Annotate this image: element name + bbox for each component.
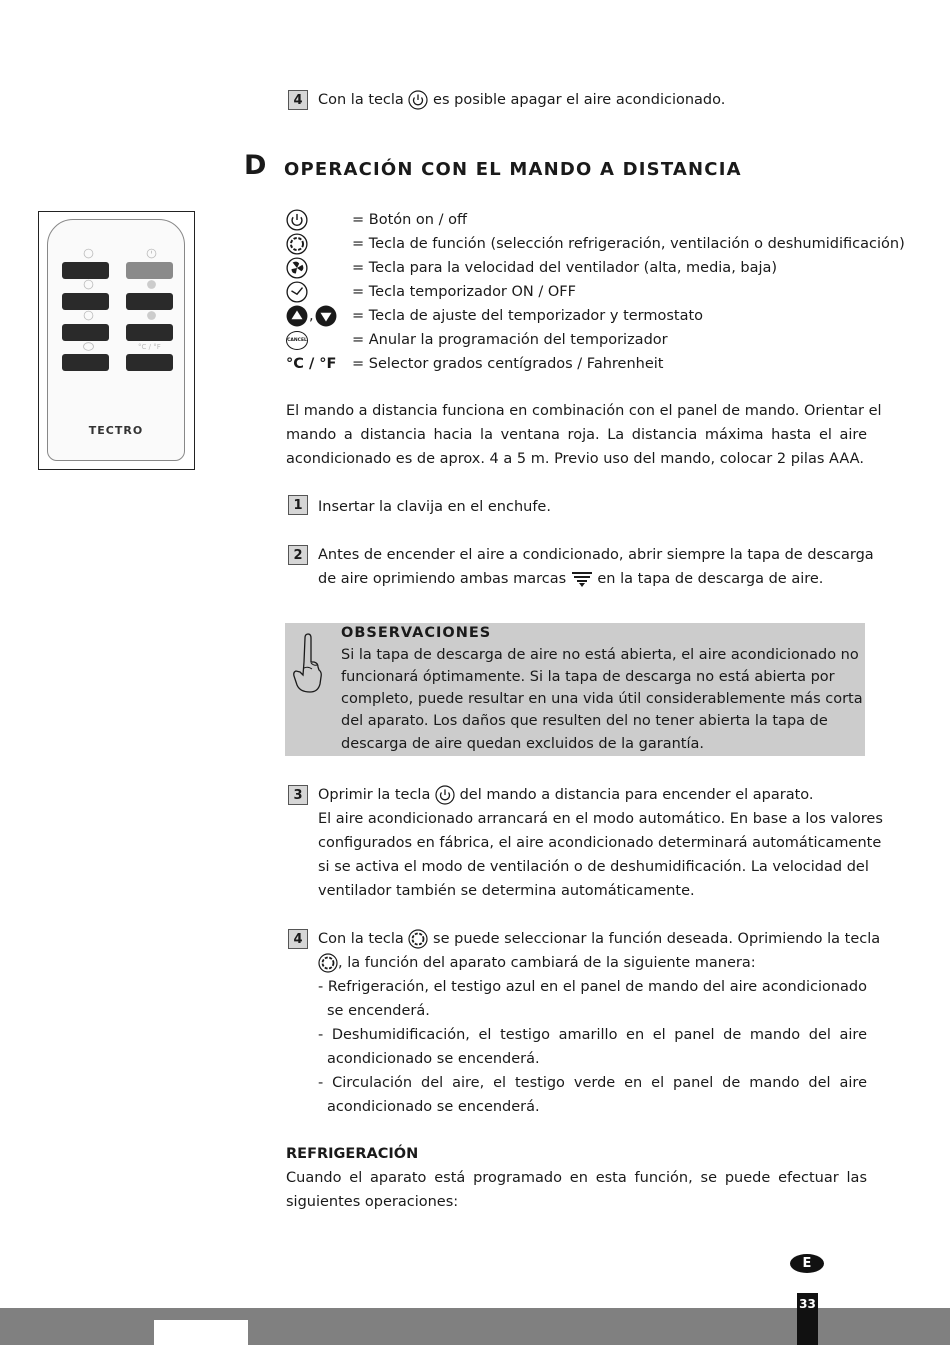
language-badge: E	[790, 1254, 824, 1273]
legend-row: = Tecla para la velocidad del ventilador (alta, media, baja)	[286, 256, 777, 280]
remote-function-button	[62, 262, 109, 279]
page-number: 33	[797, 1293, 818, 1345]
step-text: Antes de encender el aire a condicionado, abrir siempre la tapa de descarga	[318, 547, 874, 563]
step-number-box: 1	[288, 495, 308, 515]
step-text: Con la tecla es posible apagar el aire acondicionado.	[318, 92, 726, 108]
intro-line: acondicionado es de aprox. 4 a 5 m. Previo uso del mando, colocar 2 pilas AAA.	[286, 451, 864, 467]
intro-line: El mando a distancia funciona en combinación con el panel de mando. Orientar el	[286, 403, 882, 419]
step-number-box: 2	[288, 545, 308, 565]
subsection-title: REFRIGERACIÓN	[286, 1146, 419, 1162]
observations-line: del aparato. Los daños que resulten del no tener abierta la tapa de	[341, 713, 828, 729]
observations-line: Si la tapa de descarga de aire no está abierta, el aire acondicionado no	[341, 647, 859, 663]
step-number-box: 4	[288, 90, 308, 110]
step-text: Insertar la clavija en el enchufe.	[318, 499, 551, 515]
timer-icon	[83, 310, 94, 321]
paragraph-line: siguientes operaciones:	[286, 1194, 459, 1210]
intro-line: mando a distancia hacia la ventana roja. La distancia máxima hasta el aire	[286, 427, 867, 443]
legend-row: , = Tecla de ajuste del temporizador y termostato	[286, 304, 703, 328]
legend-row: CANCEL = Anular la programación del temporizador	[287, 332, 668, 348]
pointing-hand-icon	[292, 632, 324, 694]
step-number-box: 3	[288, 785, 308, 805]
remote-brand-logo: TECTRO	[88, 424, 144, 437]
remote-body	[47, 219, 185, 461]
power-icon	[146, 248, 157, 259]
power-icon	[435, 785, 455, 805]
timer-icon	[286, 281, 308, 303]
remote-cancel-button	[62, 354, 109, 371]
remote-cf-button	[126, 354, 173, 371]
cancel-icon	[83, 341, 94, 352]
step-number-box: 4	[288, 929, 308, 949]
function-icon	[408, 929, 428, 949]
up-arrow-icon	[146, 279, 157, 290]
step-text: configurados en fábrica, el aire acondicionado determinará automáticamente	[318, 835, 882, 851]
remote-up-button	[126, 293, 173, 310]
observations-line: funcionará óptimamente. Si la tapa de descarga no está abierta por	[341, 669, 835, 685]
step-text: Oprimir la tecla del mando a distancia para encender el aparato.	[318, 787, 814, 803]
paragraph-line: Cuando el aparato está programado en esta función, se puede efectuar las	[286, 1170, 867, 1186]
legend-row: = Tecla temporizador ON / OFF	[286, 280, 576, 304]
section-letter: D	[244, 150, 267, 181]
legend-row: = Tecla de función (selección refrigeración, ventilación o deshumidificación)	[286, 232, 905, 256]
fan-icon	[83, 279, 94, 290]
bullet-line: acondicionado se encenderá.	[327, 1051, 540, 1067]
power-icon	[286, 209, 308, 231]
step-text: de aire oprimiendo ambas marcas en la tapa de descarga de aire.	[318, 571, 824, 587]
power-icon	[408, 90, 428, 110]
legend-row: °C / °F = Selector grados centígrados / Fahrenheit	[286, 356, 664, 372]
cancel-icon: CANCEL	[286, 331, 308, 350]
remote-timer-button	[62, 324, 109, 341]
remote-illustration	[38, 211, 195, 470]
vent-mark-icon	[571, 570, 593, 588]
remote-down-button	[126, 324, 173, 341]
bullet-line: acondicionado se encenderá.	[327, 1099, 540, 1115]
step-text: El aire acondicionado arrancará en el modo automático. En base a los valores	[318, 811, 883, 827]
remote-power-button	[126, 262, 173, 279]
up-arrow-icon	[286, 305, 308, 327]
step-text: , la función del aparato cambiará de la siguiente manera:	[318, 951, 756, 975]
bullet-line: - Circulación del aire, el testigo verde en el panel de mando del aire	[318, 1075, 867, 1091]
section-title: OPERACIÓN CON EL MANDO A DISTANCIA	[284, 159, 742, 180]
function-icon	[318, 953, 338, 973]
step-text: Con la tecla se puede seleccionar la función deseada. Oprimiendo la tecla	[318, 931, 881, 947]
bullet-line: - Refrigeración, el testigo azul en el panel de mando del aire acondicionado	[318, 979, 867, 995]
footer-white-block	[154, 1320, 248, 1345]
bullet-line: se encenderá.	[327, 1003, 430, 1019]
remote-cf-label: °C / °F	[138, 343, 161, 351]
legend-row: = Botón on / off	[286, 208, 467, 232]
bullet-line: - Deshumidificación, el testigo amarillo en el panel de mando del aire	[318, 1027, 867, 1043]
observations-line: completo, puede resultar en una vida útil considerablemente más corta	[341, 691, 863, 707]
down-arrow-icon	[146, 310, 157, 321]
observations-line: descarga de aire quedan excluidos de la garantía.	[341, 736, 705, 752]
observations-title: OBSERVACIONES	[341, 625, 492, 641]
step-text: ventilador también se determina automáticamente.	[318, 883, 695, 899]
function-icon	[286, 233, 308, 255]
function-icon	[83, 248, 94, 259]
remote-fan-button	[62, 293, 109, 310]
down-arrow-icon	[315, 305, 337, 327]
step-text: si se activa el modo de ventilación o de deshumidificación. La velocidad del	[318, 859, 869, 875]
fan-icon	[286, 257, 308, 279]
